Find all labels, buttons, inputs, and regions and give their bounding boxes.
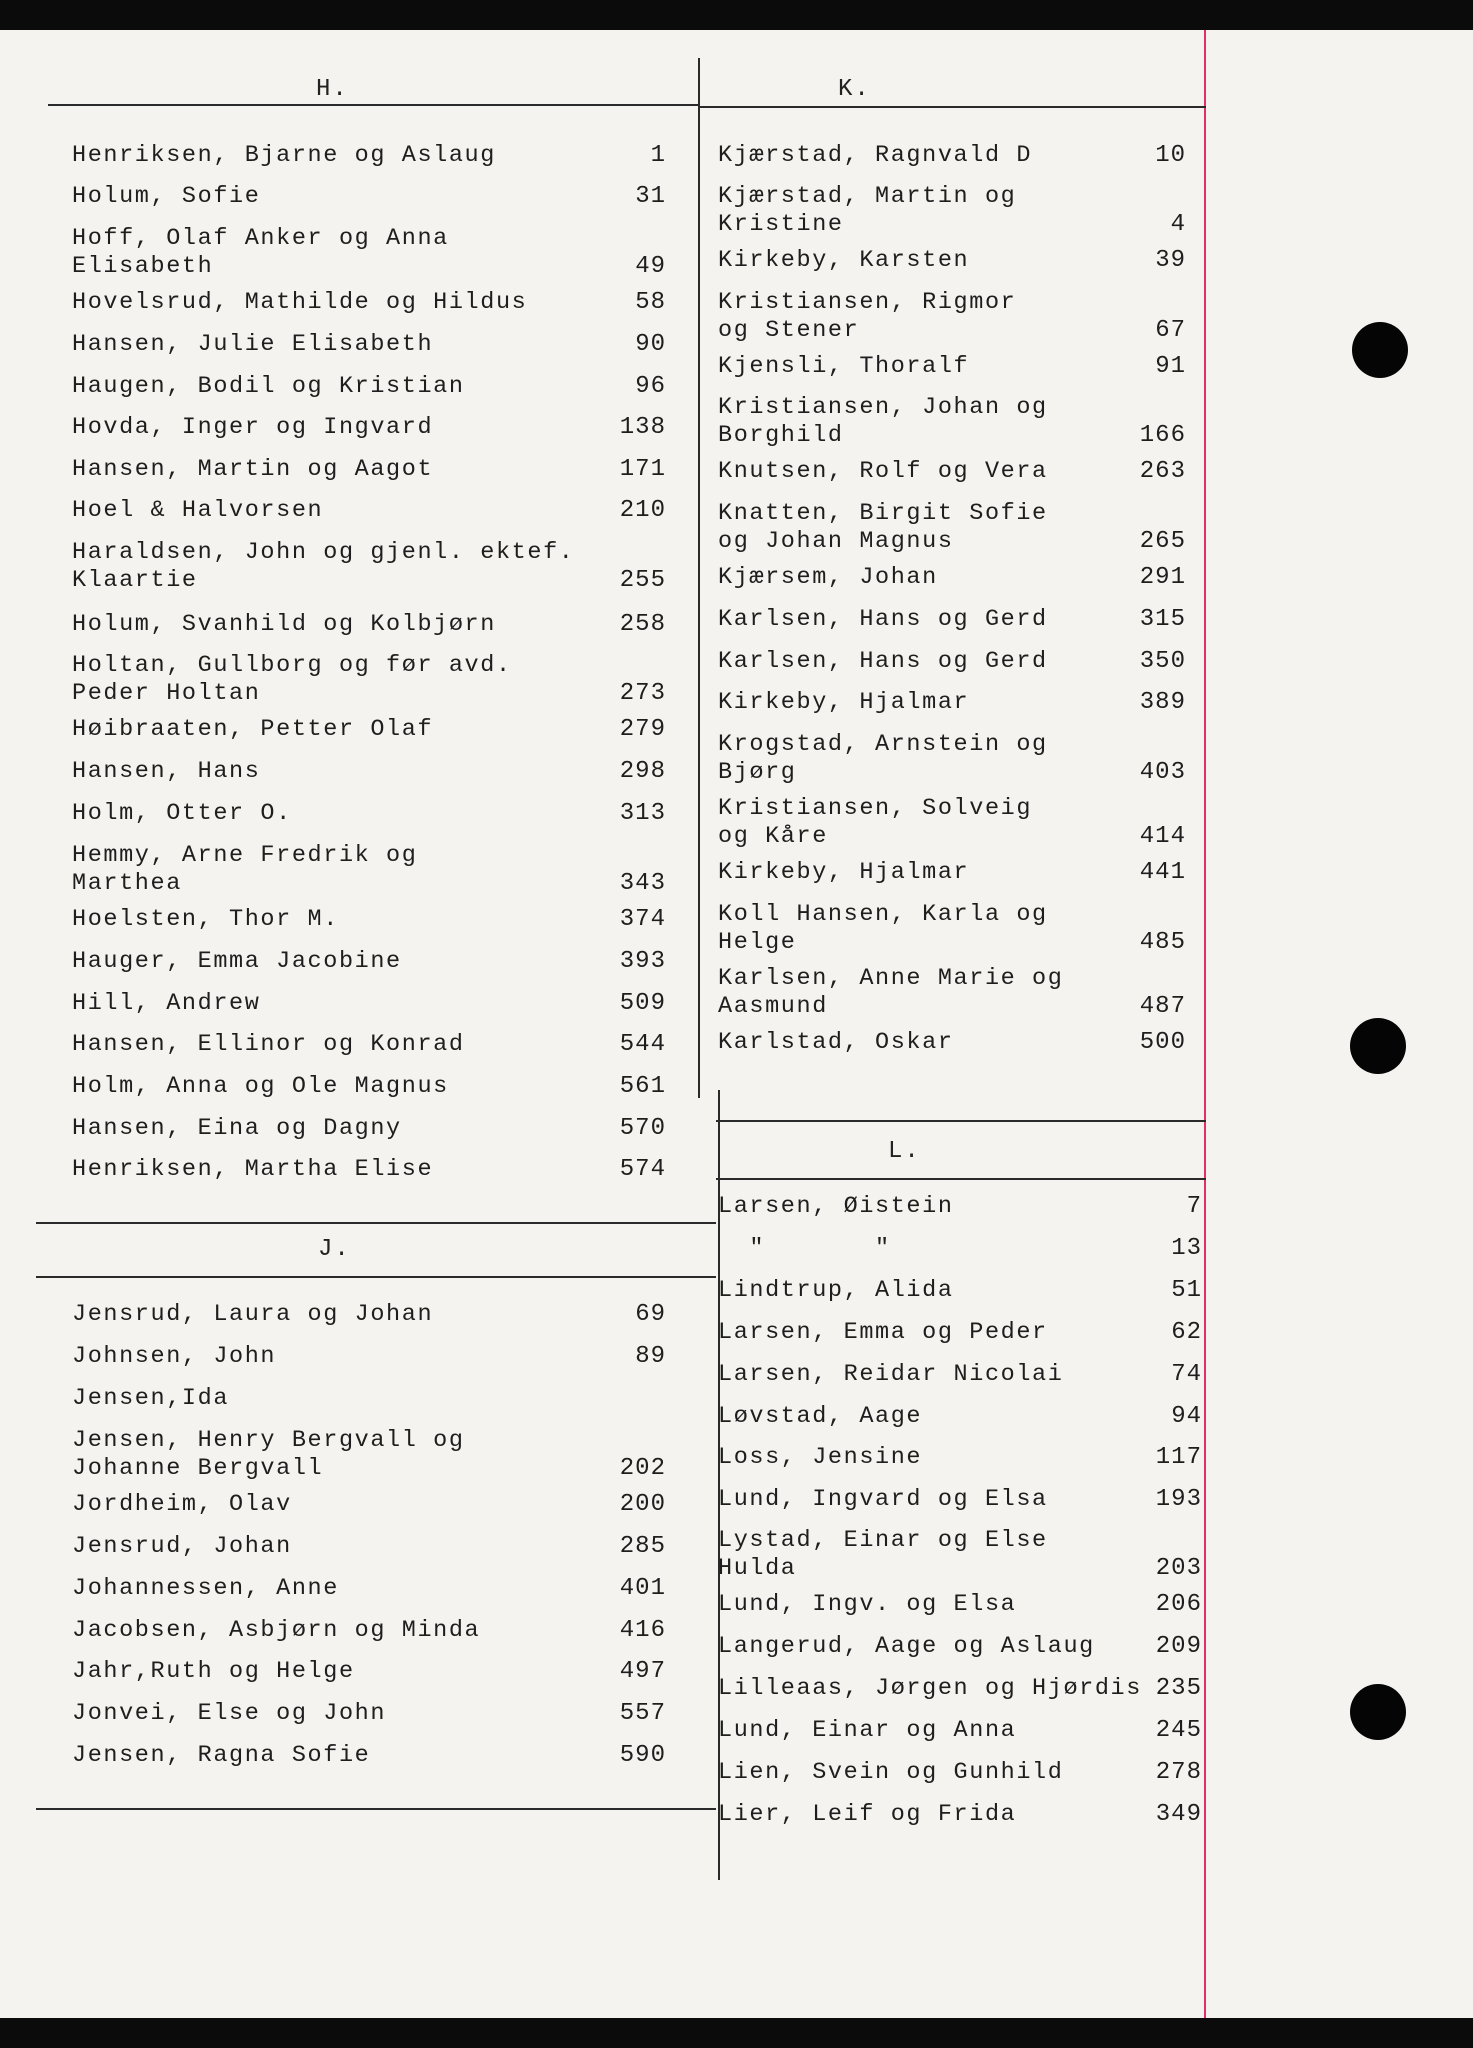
rule-l-top xyxy=(716,1120,1206,1122)
heading-j: J. xyxy=(318,1236,351,1263)
entry-name: Hill, Andrew xyxy=(72,990,261,1017)
entry-name: Hovda, Inger og Ingvard xyxy=(72,414,434,441)
entry-number: 570 xyxy=(619,1115,666,1142)
entry-number: 500 xyxy=(1139,1029,1186,1056)
entry-number: 590 xyxy=(619,1742,666,1769)
entry-name: Haugen, Bodil og Kristian xyxy=(72,373,465,400)
entry-name: Kirkeby, Karsten xyxy=(718,247,970,274)
entry-number: 117 xyxy=(1155,1444,1202,1471)
entry-name: Larsen, Emma og Peder xyxy=(718,1319,1048,1346)
entry-number: 315 xyxy=(1139,606,1186,633)
entry-number: 202 xyxy=(619,1455,666,1482)
entry-number: 210 xyxy=(619,497,666,524)
entry-number: 49 xyxy=(635,253,666,280)
entry-number: 393 xyxy=(619,948,666,975)
entry-name: Lindtrup, Alida xyxy=(718,1277,954,1304)
entry-number: 90 xyxy=(635,331,666,358)
entry-name: Lystad, Einar og Else Hulda xyxy=(718,1527,1048,1582)
entry-number: 89 xyxy=(635,1343,666,1370)
entry-number: 350 xyxy=(1139,648,1186,675)
entry-number: 209 xyxy=(1155,1633,1202,1660)
entry-name: Jensen, Henry Bergvall og Johanne Bergvall xyxy=(72,1427,465,1482)
entry-number: 263 xyxy=(1139,458,1186,485)
entry-number: 235 xyxy=(1155,1675,1202,1702)
entry-name: Jensrud, Laura og Johan xyxy=(72,1301,434,1328)
entry-name: Lund, Ingvard og Elsa xyxy=(718,1486,1048,1513)
entry-name: Lund, Ingv. og Elsa xyxy=(718,1591,1017,1618)
entry-name: Lien, Svein og Gunhild xyxy=(718,1759,1064,1786)
rule-l-under xyxy=(716,1178,1206,1180)
entry-name: Lilleaas, Jørgen og Hjørdis xyxy=(718,1675,1142,1702)
entry-number: 74 xyxy=(1171,1361,1202,1388)
entry-number: 343 xyxy=(619,870,666,897)
entry-number: 416 xyxy=(619,1617,666,1644)
entry-number: 206 xyxy=(1155,1591,1202,1618)
entry-name: Hoelsten, Thor M. xyxy=(72,906,339,933)
entry-name: Holm, Anna og Ole Magnus xyxy=(72,1073,449,1100)
entry-name: Haraldsen, John og gjenl. ektef. Klaartie xyxy=(72,539,575,594)
entry-number: 273 xyxy=(619,680,666,707)
entry-name: Kjærsem, Johan xyxy=(718,564,938,591)
entry-number: 279 xyxy=(619,716,666,743)
entry-number: 200 xyxy=(619,1491,666,1518)
entry-name: Jacobsen, Asbjørn og Minda xyxy=(72,1617,481,1644)
entry-number: 7 xyxy=(1186,1193,1202,1220)
entry-number: 374 xyxy=(619,906,666,933)
entry-name: Jahr,Ruth og Helge xyxy=(72,1658,355,1685)
rule-j-bottom xyxy=(36,1808,716,1810)
entry-name: Hoel & Halvorsen xyxy=(72,497,324,524)
rule-j-top xyxy=(36,1222,716,1224)
entry-name: Hauger, Emma Jacobine xyxy=(72,948,402,975)
heading-k: K. xyxy=(838,76,871,103)
entry-name: Løvstad, Aage xyxy=(718,1403,923,1430)
entry-name: Henriksen, Bjarne og Aslaug xyxy=(72,142,496,169)
entry-name: Loss, Jensine xyxy=(718,1444,923,1471)
entry-name: Johannessen, Anne xyxy=(72,1575,339,1602)
entry-number: 349 xyxy=(1155,1801,1202,1828)
entry-name: Kirkeby, Hjalmar xyxy=(718,859,970,886)
entry-number: 138 xyxy=(619,414,666,441)
entry-number: 441 xyxy=(1139,859,1186,886)
entry-number: 31 xyxy=(635,183,666,210)
entry-number: 58 xyxy=(635,289,666,316)
entry-name: " " xyxy=(718,1235,891,1262)
entry-name: Jensrud, Johan xyxy=(72,1533,292,1560)
heading-l: L. xyxy=(888,1138,921,1165)
entry-name: Karlsen, Anne Marie og Aasmund xyxy=(718,965,1064,1020)
register-page xyxy=(0,30,1473,2018)
entry-name: Johnsen, John xyxy=(72,1343,277,1370)
entry-name: Holtan, Gullborg og før avd. Peder Holtan xyxy=(72,652,512,707)
entry-name: Hemmy, Arne Fredrik og Marthea xyxy=(72,842,418,897)
heading-h: H. xyxy=(316,76,349,103)
entry-number: 285 xyxy=(619,1533,666,1560)
entry-name: Lund, Einar og Anna xyxy=(718,1717,1017,1744)
entry-name: Larsen, Øistein xyxy=(718,1193,954,1220)
entry-name: Karlsen, Hans og Gerd xyxy=(718,648,1048,675)
entry-number: 401 xyxy=(619,1575,666,1602)
punch-hole xyxy=(1350,1684,1406,1740)
entry-number: 403 xyxy=(1139,759,1186,786)
entry-number: 313 xyxy=(619,800,666,827)
entry-number: 255 xyxy=(619,567,666,594)
entry-number: 193 xyxy=(1155,1486,1202,1513)
entry-number: 69 xyxy=(635,1301,666,1328)
entry-number: 13 xyxy=(1171,1235,1202,1262)
entry-number: 278 xyxy=(1155,1759,1202,1786)
entry-name: Jordheim, Olav xyxy=(72,1491,292,1518)
entry-name: Hansen, Eina og Dagny xyxy=(72,1115,402,1142)
entry-name: Hansen, Martin og Aagot xyxy=(72,456,434,483)
entry-number: 509 xyxy=(619,990,666,1017)
entry-number: 258 xyxy=(619,611,666,638)
entry-number: 39 xyxy=(1155,247,1186,274)
entry-name: Knatten, Birgit Sofie og Johan Magnus xyxy=(718,500,1048,555)
entry-name: Kjærstad, Martin og Kristine xyxy=(718,183,1017,238)
entry-number: 67 xyxy=(1155,317,1186,344)
entry-number: 91 xyxy=(1155,353,1186,380)
entry-name: Koll Hansen, Karla og Helge xyxy=(718,901,1048,956)
entry-number: 544 xyxy=(619,1031,666,1058)
entry-name: Larsen, Reidar Nicolai xyxy=(718,1361,1064,1388)
rule-top-right xyxy=(698,106,1206,108)
entry-number: 203 xyxy=(1155,1555,1202,1582)
entry-number: 414 xyxy=(1139,823,1186,850)
entry-name: Karlstad, Oskar xyxy=(718,1029,954,1056)
entry-name: Hansen, Hans xyxy=(72,758,261,785)
entry-number: 291 xyxy=(1139,564,1186,591)
entry-name: Hansen, Ellinor og Konrad xyxy=(72,1031,465,1058)
entry-name: Kristiansen, Rigmor og Stener xyxy=(718,289,1017,344)
entry-number: 389 xyxy=(1139,689,1186,716)
entry-name: Henriksen, Martha Elise xyxy=(72,1156,434,1183)
entry-name: Kjensli, Thoralf xyxy=(718,353,970,380)
entry-name: Holum, Svanhild og Kolbjørn xyxy=(72,611,496,638)
entry-name: Holum, Sofie xyxy=(72,183,261,210)
entry-number: 561 xyxy=(619,1073,666,1100)
entry-name: Hovelsrud, Mathilde og Hildus xyxy=(72,289,528,316)
entry-name: Hansen, Julie Elisabeth xyxy=(72,331,434,358)
entry-name: Jensen, Ragna Sofie xyxy=(72,1742,371,1769)
entry-name: Kirkeby, Hjalmar xyxy=(718,689,970,716)
entry-name: Lier, Leif og Frida xyxy=(718,1801,1017,1828)
entry-name: Jonvei, Else og John xyxy=(72,1700,387,1727)
entry-name: Knutsen, Rolf og Vera xyxy=(718,458,1048,485)
entry-name: Hoff, Olaf Anker og Anna Elisabeth xyxy=(72,225,449,280)
entry-number: 10 xyxy=(1155,142,1186,169)
entry-number: 94 xyxy=(1171,1403,1202,1430)
rule-j-under xyxy=(36,1276,716,1278)
entry-number: 166 xyxy=(1139,422,1186,449)
entry-number: 96 xyxy=(635,373,666,400)
entry-number: 51 xyxy=(1171,1277,1202,1304)
entry-name: Langerud, Aage og Aslaug xyxy=(718,1633,1095,1660)
entry-number: 245 xyxy=(1155,1717,1202,1744)
rule-top-left xyxy=(48,104,698,106)
margin-line xyxy=(1204,30,1206,2018)
entry-name: Karlsen, Hans og Gerd xyxy=(718,606,1048,633)
entry-number: 557 xyxy=(619,1700,666,1727)
entry-number: 485 xyxy=(1139,929,1186,956)
entry-name: Kjærstad, Ragnvald D xyxy=(718,142,1033,169)
entry-number: 171 xyxy=(619,456,666,483)
entry-number: 574 xyxy=(619,1156,666,1183)
entry-number: 62 xyxy=(1171,1319,1202,1346)
entry-name: Kristiansen, Solveig og Kåre xyxy=(718,795,1033,850)
entry-number: 487 xyxy=(1139,993,1186,1020)
punch-hole xyxy=(1352,322,1408,378)
entry-number: 4 xyxy=(1170,211,1186,238)
entry-number: 1 xyxy=(650,142,666,169)
column-divider xyxy=(698,58,700,1098)
entry-name: Høibraaten, Petter Olaf xyxy=(72,716,434,743)
entry-number: 298 xyxy=(619,758,666,785)
entry-number: 497 xyxy=(619,1658,666,1685)
entry-number: 265 xyxy=(1139,528,1186,555)
entry-name: Jensen,Ida xyxy=(72,1385,230,1412)
entry-name: Holm, Otter O. xyxy=(72,800,292,827)
entry-name: Krogstad, Arnstein og Bjørg xyxy=(718,731,1048,786)
entry-name: Kristiansen, Johan og Borghild xyxy=(718,394,1048,449)
punch-hole xyxy=(1350,1018,1406,1074)
